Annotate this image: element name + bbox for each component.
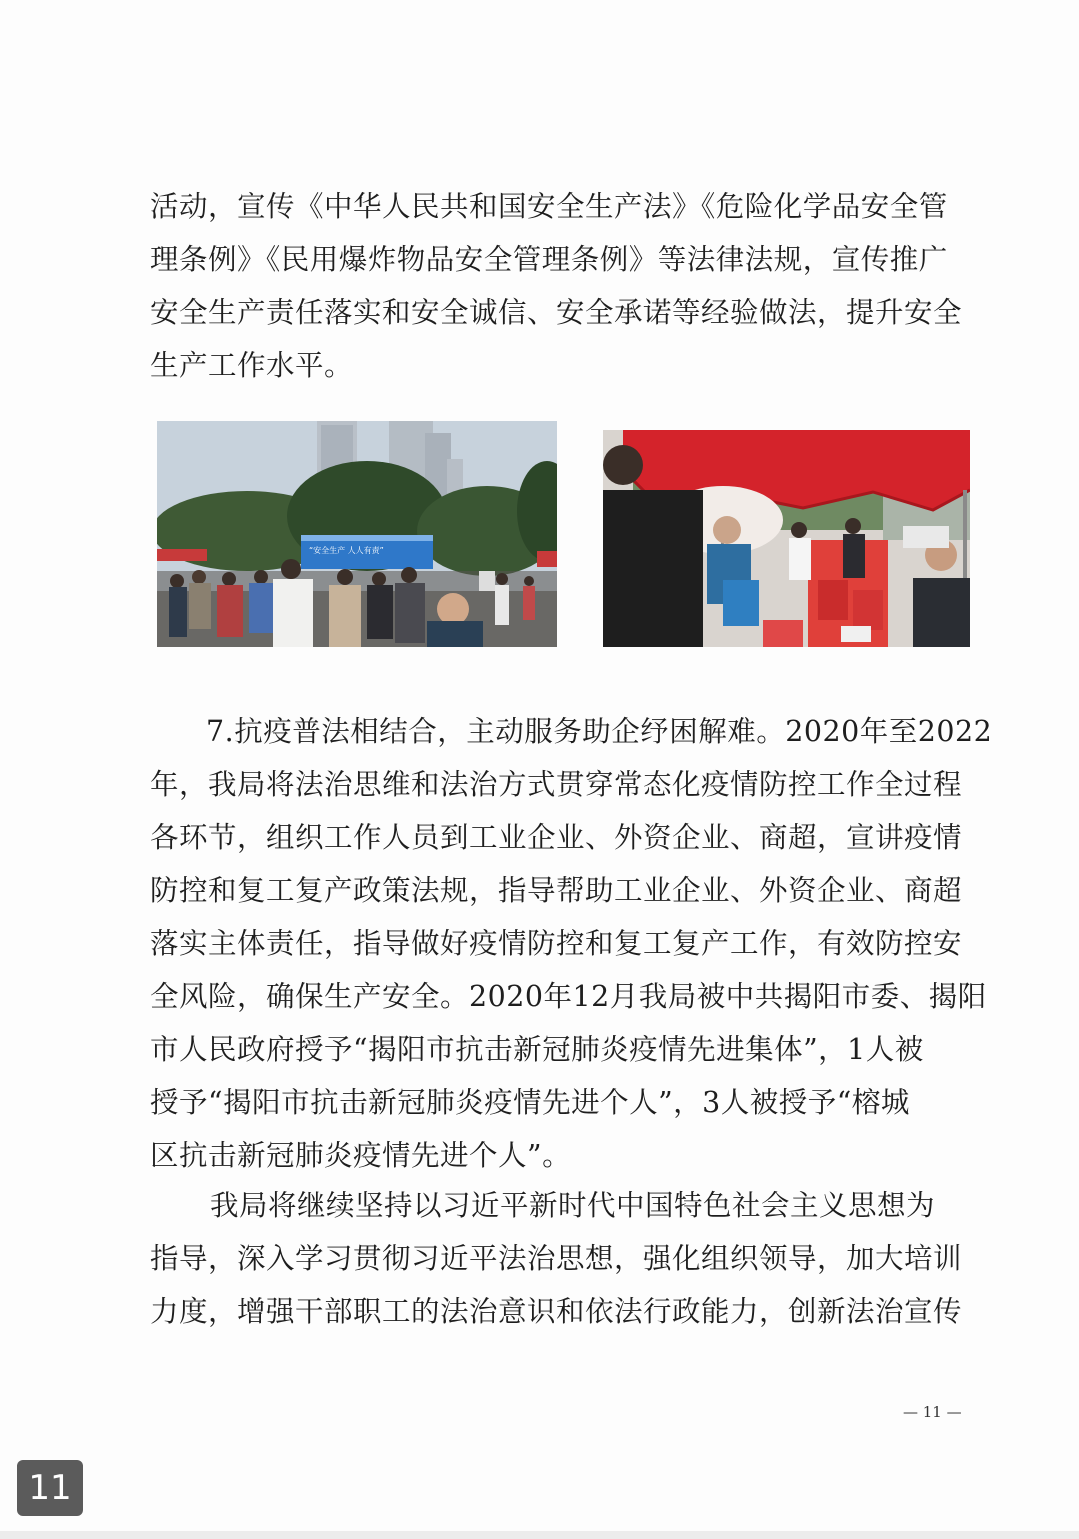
text-line: 指导，深入学习贯彻习近平法治思想，强化组织领导，加大培训 — [150, 1242, 963, 1275]
text-line: 落实主体责任，指导做好疫情防控和复工复产工作，有效防控安 — [150, 927, 963, 960]
text-line: 全风险，确保生产安全。2020年12月我局被中共揭阳市委、揭阳 — [150, 980, 987, 1013]
text-line: 年，我局将法治思维和法治方式贯穿常态化疫情防控工作全过程 — [150, 768, 963, 801]
bottom-divider — [0, 1531, 1079, 1539]
text-line: 市人民政府授予“揭阳市抗击新冠肺炎疫情先进集体”，1人被 — [150, 1033, 924, 1066]
text-line: 活动，宣传《中华人民共和国安全生产法》《危险化学品安全管 — [150, 190, 948, 223]
text-line: 授予“揭阳市抗击新冠肺炎疫情先进个人”，3人被授予“榕城 — [150, 1086, 910, 1119]
photo-outdoor-event — [157, 421, 557, 647]
text-line: 力度，增强干部职工的法治意识和依法行政能力，创新法治宣传 — [150, 1295, 963, 1328]
page-number: — 11 — — [903, 1403, 962, 1421]
banner-text: “安全生产 人人有责” — [309, 546, 384, 555]
text-line: 防控和复工复产政策法规，指导帮助工业企业、外资企业、商超 — [150, 874, 963, 907]
text-line: 区抗击新冠肺炎疫情先进个人”。 — [150, 1139, 572, 1172]
text-line: 7.抗疫普法相结合，主动服务助企纾困解难。2020年至2022 — [206, 715, 993, 748]
text-line: 我局将继续坚持以习近平新时代中国特色社会主义思想为 — [210, 1189, 936, 1222]
photo-tent-consultation — [603, 430, 970, 647]
text-line: 理条例》《民用爆炸物品安全管理条例》等法律法规，宣传推广 — [150, 243, 948, 276]
text-line: 生产工作水平。 — [150, 349, 354, 382]
page-badge[interactable]: 11 — [17, 1460, 83, 1516]
text-line: 安全生产责任落实和安全诚信、安全承诺等经验做法，提升安全 — [150, 296, 963, 329]
text-line: 各环节，组织工作人员到工业企业、外资企业、商超，宣讲疫情 — [150, 821, 963, 854]
